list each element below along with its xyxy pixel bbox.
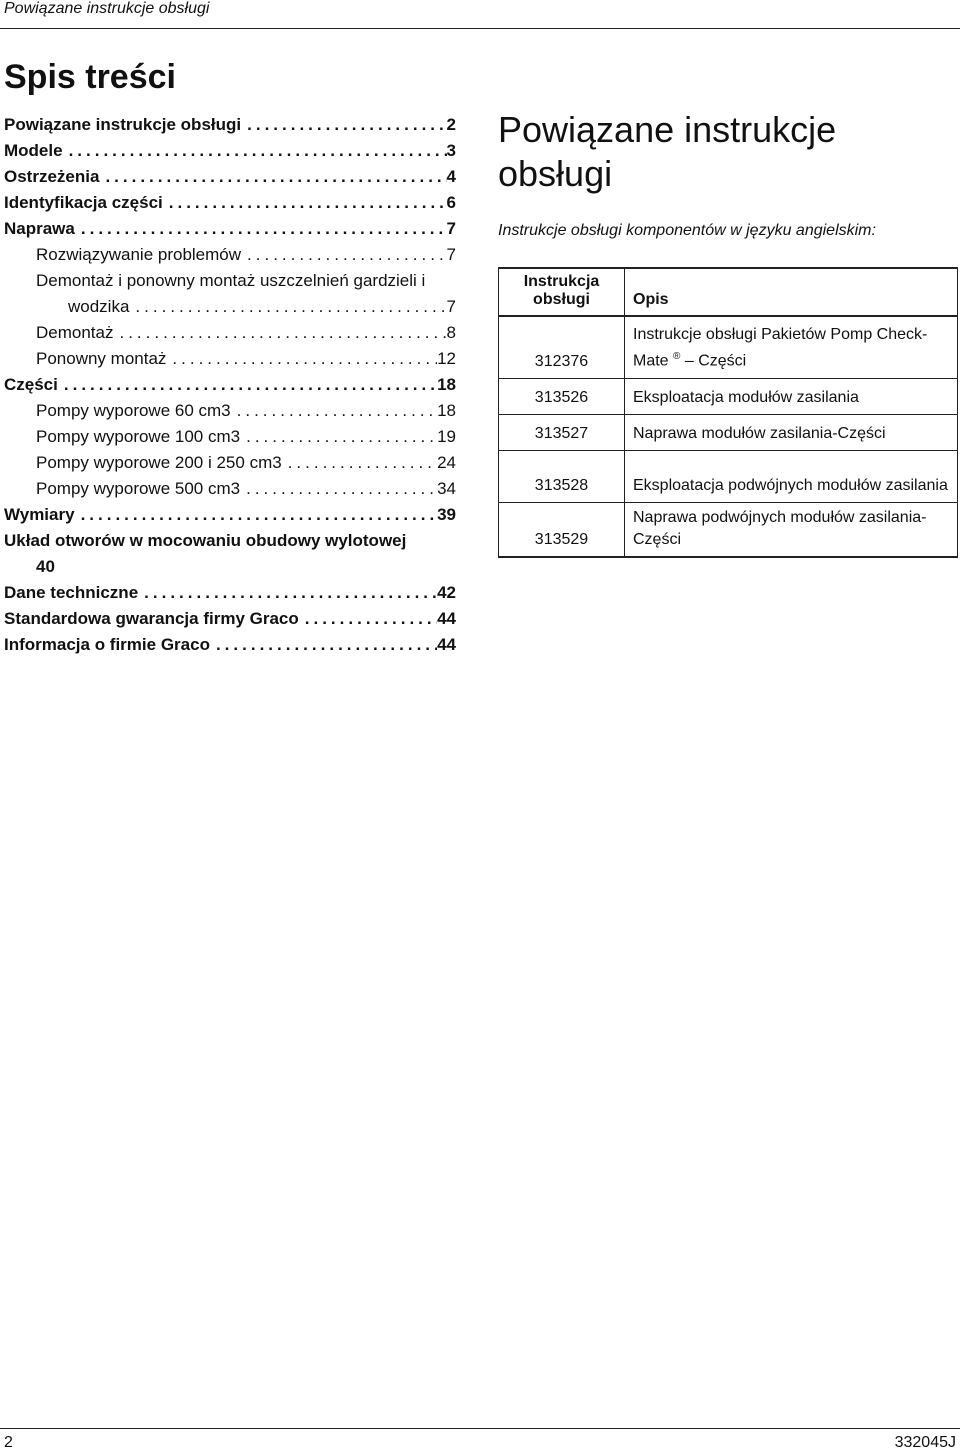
toc-page-number: 7 — [446, 245, 456, 264]
toc-entry[interactable] — [4, 164, 456, 190]
toc-line — [36, 476, 456, 502]
toc-entry[interactable] — [4, 424, 456, 450]
toc-leader-dots — [129, 294, 446, 320]
toc-line — [36, 398, 456, 424]
toc-page-number: 39 — [437, 505, 456, 524]
toc-line — [36, 320, 456, 346]
toc-leader-dots — [240, 424, 437, 450]
toc-leader-dots — [231, 398, 437, 424]
toc-entry-title: Demontaż — [36, 323, 114, 342]
toc-leader-dots — [75, 216, 447, 242]
registered-trademark-mark: ® — [673, 351, 681, 363]
toc-page-number: 12 — [437, 349, 456, 368]
toc-page-number: 40 — [36, 557, 55, 576]
manual-description-text: Eksploatacja modułów zasilania — [633, 388, 859, 406]
manual-number: 313529 — [499, 502, 625, 557]
toc-entry-title: Części — [4, 375, 58, 394]
footer-divider — [0, 1428, 960, 1429]
toc-entry[interactable] — [4, 502, 456, 528]
toc-entry[interactable] — [4, 242, 456, 268]
manuals-table-header-row — [499, 268, 958, 316]
toc-leader-dots — [163, 190, 447, 216]
toc-line — [4, 502, 456, 528]
toc-entry-title: Naprawa — [4, 219, 75, 238]
toc-leader-dots — [63, 138, 447, 164]
toc-page-number: 19 — [437, 427, 456, 446]
toc-leader-dots — [210, 632, 437, 658]
toc-page-number: 3 — [446, 141, 456, 160]
manual-number: 312376 — [499, 316, 625, 378]
toc-entry[interactable] — [4, 632, 456, 658]
toc-entry-title: Pompy wyporowe 200 i 250 cm3 — [36, 453, 282, 472]
section-intro: Instrukcje obsługi komponentów w języku angielskim: — [498, 222, 876, 239]
toc-page-number: 7 — [446, 297, 456, 316]
toc-entry[interactable] — [4, 528, 456, 580]
toc-leader-dots — [58, 372, 437, 398]
toc-line — [4, 372, 456, 398]
toc-line — [4, 632, 456, 658]
toc-leader-dots — [299, 606, 437, 632]
toc-entry[interactable] — [4, 372, 456, 398]
toc-leader-dots — [113, 320, 446, 346]
toc-entry-title: Układ otworów w mocowaniu obudowy wylotowej — [4, 531, 407, 550]
manual-description — [625, 316, 958, 378]
toc-line — [4, 164, 456, 190]
toc-entry-title: Pompy wyporowe 500 cm3 — [36, 479, 241, 498]
toc-entry[interactable] — [4, 320, 456, 346]
toc-entry-title: Modele — [4, 141, 63, 160]
toc-entry[interactable] — [4, 190, 456, 216]
toc-leader-dots — [282, 450, 437, 476]
toc-entry[interactable] — [4, 606, 456, 632]
toc-entry-title: Standardowa gwarancja firmy Graco — [4, 609, 299, 628]
toc-entry-title: Dane techniczne — [4, 583, 139, 602]
toc-page-number: 42 — [437, 583, 456, 602]
toc-entry-title: Pompy wyporowe 100 cm3 — [36, 427, 241, 446]
manuals-table — [498, 267, 958, 558]
toc-line — [4, 216, 456, 242]
manuals-table-row — [499, 378, 958, 414]
toc-entry[interactable] — [4, 398, 456, 424]
manual-description-text: Eksploatacja podwójnych modułów zasilania — [633, 476, 948, 494]
manual-number: 313528 — [499, 450, 625, 502]
toc-entry-title: Powiązane instrukcje obsługi — [4, 115, 242, 134]
toc-page-number: 24 — [437, 453, 456, 472]
toc-page-number: 34 — [437, 479, 456, 498]
manual-column-header: Instrukcja obsługi — [499, 268, 625, 316]
toc-entry[interactable] — [4, 346, 456, 372]
manuals-table-row — [499, 502, 958, 557]
toc-leader-dots — [99, 164, 446, 190]
toc-entry-title: Ostrzeżenia — [4, 167, 100, 186]
toc-entry[interactable] — [4, 450, 456, 476]
toc-page-number: 7 — [446, 219, 456, 238]
description-column-header: Opis — [625, 268, 958, 316]
toc-leader-dots — [138, 580, 437, 606]
toc-page-number: 4 — [446, 167, 456, 186]
toc-page-number: 44 — [437, 609, 456, 628]
toc-entry-title: wodzika — [68, 297, 130, 316]
manual-description-text: Instrukcje obsługi Pakietów Pomp Check-Mate — [633, 326, 928, 370]
toc-entry[interactable] — [4, 112, 456, 138]
toc-line — [36, 346, 456, 372]
toc-entry-title: Rozwiązywanie problemów — [36, 245, 242, 264]
manuals-table-row — [499, 450, 958, 502]
toc-page-number: 18 — [437, 401, 456, 420]
toc-leader-dots — [166, 346, 437, 372]
manual-description — [625, 502, 958, 557]
toc-page-number: 6 — [446, 193, 456, 212]
section-title: Powiązane instrukcje obsługi — [498, 109, 837, 194]
manual-number: 313526 — [499, 378, 625, 414]
header-divider — [0, 28, 960, 29]
toc-leader-dots — [241, 242, 447, 268]
toc-title: Spis treści — [4, 58, 176, 96]
manual-description — [625, 378, 958, 414]
running-header: Powiązane instrukcje obsługi — [4, 0, 210, 17]
toc-line — [36, 450, 456, 476]
toc-entry[interactable] — [4, 268, 456, 320]
toc-entry[interactable] — [4, 138, 456, 164]
manual-description-suffix: – Części — [680, 352, 747, 370]
toc-line — [36, 294, 456, 320]
toc-page-number: 2 — [446, 115, 456, 134]
toc-entry-title: Pompy wyporowe 60 cm3 — [36, 401, 231, 420]
toc-entry-title: Ponowny montaż — [36, 349, 167, 368]
manual-description-text: Naprawa modułów zasilania-Części — [633, 424, 886, 442]
table-of-contents — [4, 112, 456, 658]
toc-entry-title: Informacja o firmie Graco — [4, 635, 210, 654]
toc-entry[interactable] — [4, 580, 456, 606]
toc-page-number: 18 — [437, 375, 456, 394]
toc-line — [4, 138, 456, 164]
manual-description — [625, 414, 958, 450]
toc-leader-dots — [240, 476, 437, 502]
toc-entry-title: Demontaż i ponowny montaż uszczelnień gardzieli i — [36, 271, 426, 290]
toc-leader-dots — [241, 112, 446, 138]
manual-description — [625, 450, 958, 502]
toc-line — [36, 424, 456, 450]
document-code: 332045J — [894, 1434, 956, 1451]
toc-page-number: 44 — [437, 635, 456, 654]
toc-line — [4, 606, 456, 632]
toc-page-number: 8 — [446, 323, 456, 342]
toc-line — [4, 580, 456, 606]
toc-line — [4, 190, 456, 216]
page-number: 2 — [4, 1434, 13, 1451]
toc-entry-title: Wymiary — [4, 505, 75, 524]
toc-entry[interactable] — [4, 216, 456, 242]
toc-line — [4, 112, 456, 138]
manuals-table-row — [499, 316, 958, 378]
toc-entry-title: Identyfikacja części — [4, 193, 163, 212]
manual-description-text: Naprawa podwójnych modułów zasilania-Części — [633, 508, 927, 548]
manuals-table-row — [499, 414, 958, 450]
toc-line — [36, 242, 456, 268]
toc-leader-dots — [75, 502, 438, 528]
toc-entry[interactable] — [4, 476, 456, 502]
manual-number: 313527 — [499, 414, 625, 450]
